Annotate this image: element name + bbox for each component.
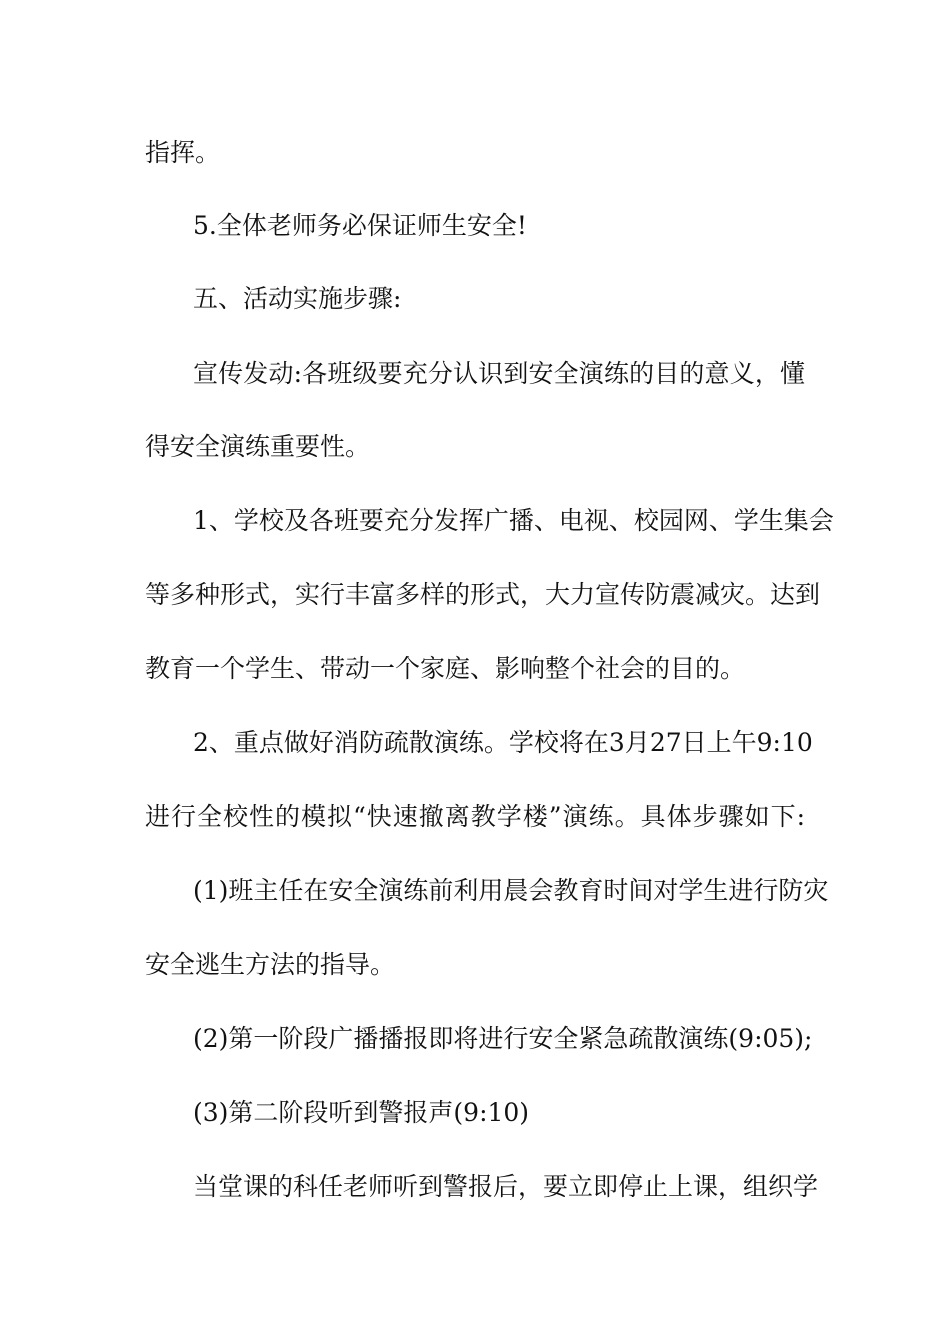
text-line-teacher-instruction: 当堂课的科任老师听到警报后，要立即停止上课，组织学 — [193, 1172, 819, 1201]
text-line-item-1-end: 教育一个学生、带动一个家庭、影响整个社会的目的。 — [145, 654, 746, 683]
text-line-continuation: 指挥。 — [145, 138, 221, 167]
text-line-item-5: 5.全体老师务必保证师生安全! — [193, 211, 527, 240]
text-line-publicity: 宣传发动:各班级要充分认识到安全演练的目的意义，懂 — [193, 359, 805, 388]
text-line-step-2: (2)第一阶段广播播报即将进行安全紧急疏散演练(9:05); — [193, 1024, 813, 1053]
text-line-item-1-cont: 等多种形式，实行丰富多样的形式，大力宣传防震减灾。达到 — [145, 580, 821, 609]
text-line-step-1: (1)班主任在安全演练前利用晨会教育时间对学生进行防灾 — [193, 876, 829, 905]
text-line-item-2: 2、重点做好消防疏散演练。学校将在3月27日上午9:10 — [193, 728, 813, 757]
text-line-step-3: (3)第二阶段听到警报声(9:10) — [193, 1098, 530, 1127]
text-line-item-1: 1、学校及各班要充分发挥广播、电视、校园网、学生集会 — [193, 506, 834, 535]
section-heading-5: 五、活动实施步骤: — [193, 284, 402, 313]
text-line-step-1-cont: 安全逃生方法的指导。 — [145, 950, 396, 979]
text-line-item-2-cont: 进行全校性的模拟“快速撤离教学楼”演练。具体步骤如下: — [145, 802, 805, 831]
text-line-publicity-cont: 得安全演练重要性。 — [145, 432, 371, 461]
